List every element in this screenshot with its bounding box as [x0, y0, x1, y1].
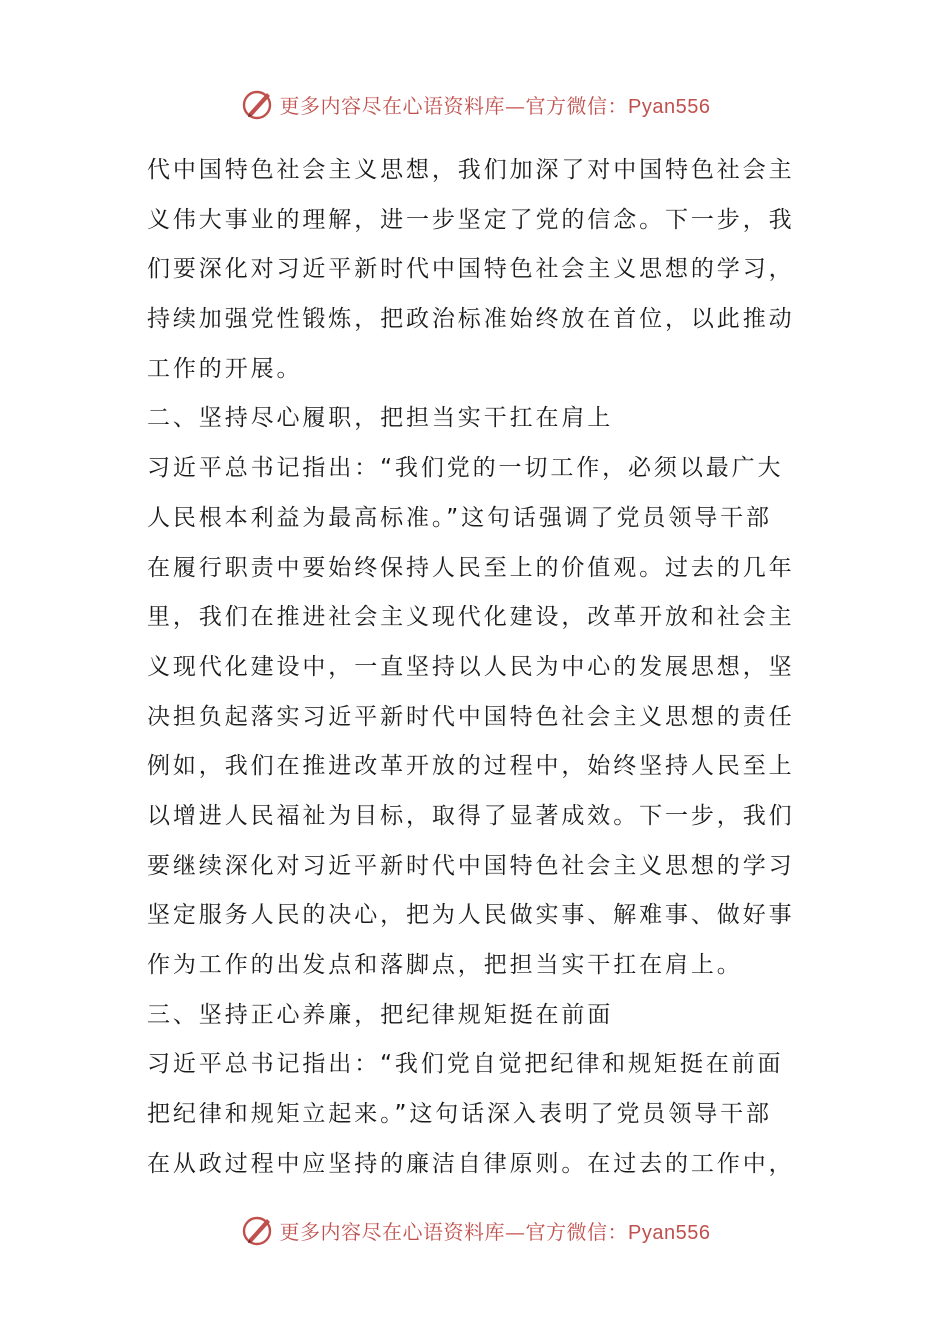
body-line: 要继续深化对习近平新时代中国特色社会主义思想的学习	[147, 852, 795, 879]
footer-banner-handle: Pyan556	[628, 1221, 711, 1244]
body-line: 决担负起落实习近平新时代中国特色社会主义思想的责任	[147, 703, 795, 730]
body-line: 例如，我们在推进改革开放的过程中，始终坚持人民至上	[147, 753, 795, 780]
body-line: 在履行职责中要始终保持人民至上的价值观。过去的几年	[147, 554, 795, 581]
footer-banner-text: 更多内容尽在心语资料库—官方微信：Pyan556	[279, 1219, 711, 1244]
body-line: 代中国特色社会主义思想，我们加深了对中国特色社会主	[147, 157, 795, 183]
body-line: 义伟大事业的理解，进一步坚定了党的信念。下一步，我	[147, 206, 795, 233]
body-line: 工作的开展。	[147, 355, 303, 382]
body-line: 们要深化对习近平新时代中国特色社会主义思想的学习，	[147, 256, 795, 283]
section-heading-3: 三、坚持正心养廉，把纪律规矩挺在前面	[147, 1001, 614, 1028]
body-line: 以增进人民福祉为目标，取得了显著成效。下一步，我们	[147, 802, 795, 829]
body-line: 义现代化建设中，一直坚持以人民为中心的发展思想，坚	[147, 653, 795, 680]
body-line: 里，我们在推进社会主义现代化建设，改革开放和社会主	[147, 604, 795, 631]
header-banner-text: 更多内容尽在心语资料库—官方微信：Pyan556	[279, 93, 711, 118]
body-line: 习近平总书记指出：“我们党自觉把纪律和规矩挺在前面	[147, 1051, 784, 1078]
body-line: 持续加强党性锻炼，把政治标准始终放在首位，以此推动	[147, 306, 795, 333]
header-banner-handle: Pyan556	[628, 95, 711, 118]
pen-logo-icon	[240, 1212, 276, 1248]
body-line: 把纪律和规矩立起来。”这句话深入表明了党员领导干部	[147, 1101, 772, 1128]
section-heading-2: 二、坚持尽心履职，把担当实干扛在肩上	[147, 405, 614, 432]
body-line: 作为工作的出发点和落脚点，把担当实干扛在肩上。	[147, 952, 743, 978]
header-banner	[0, 84, 950, 124]
body-line: 习近平总书记指出：“我们党的一切工作，必须以最广大	[147, 455, 784, 482]
body-line: 人民根本利益为最高标准。”这句话强调了党员领导干部	[147, 504, 772, 531]
body-line: 坚定服务人民的决心，把为人民做实事、解难事、做好事	[147, 902, 795, 929]
pen-logo-icon	[240, 86, 276, 122]
document-body	[147, 146, 807, 1189]
body-line: 在从政过程中应坚持的廉洁自律原则。在过去的工作中，	[147, 1150, 795, 1177]
footer-banner	[0, 1210, 950, 1250]
